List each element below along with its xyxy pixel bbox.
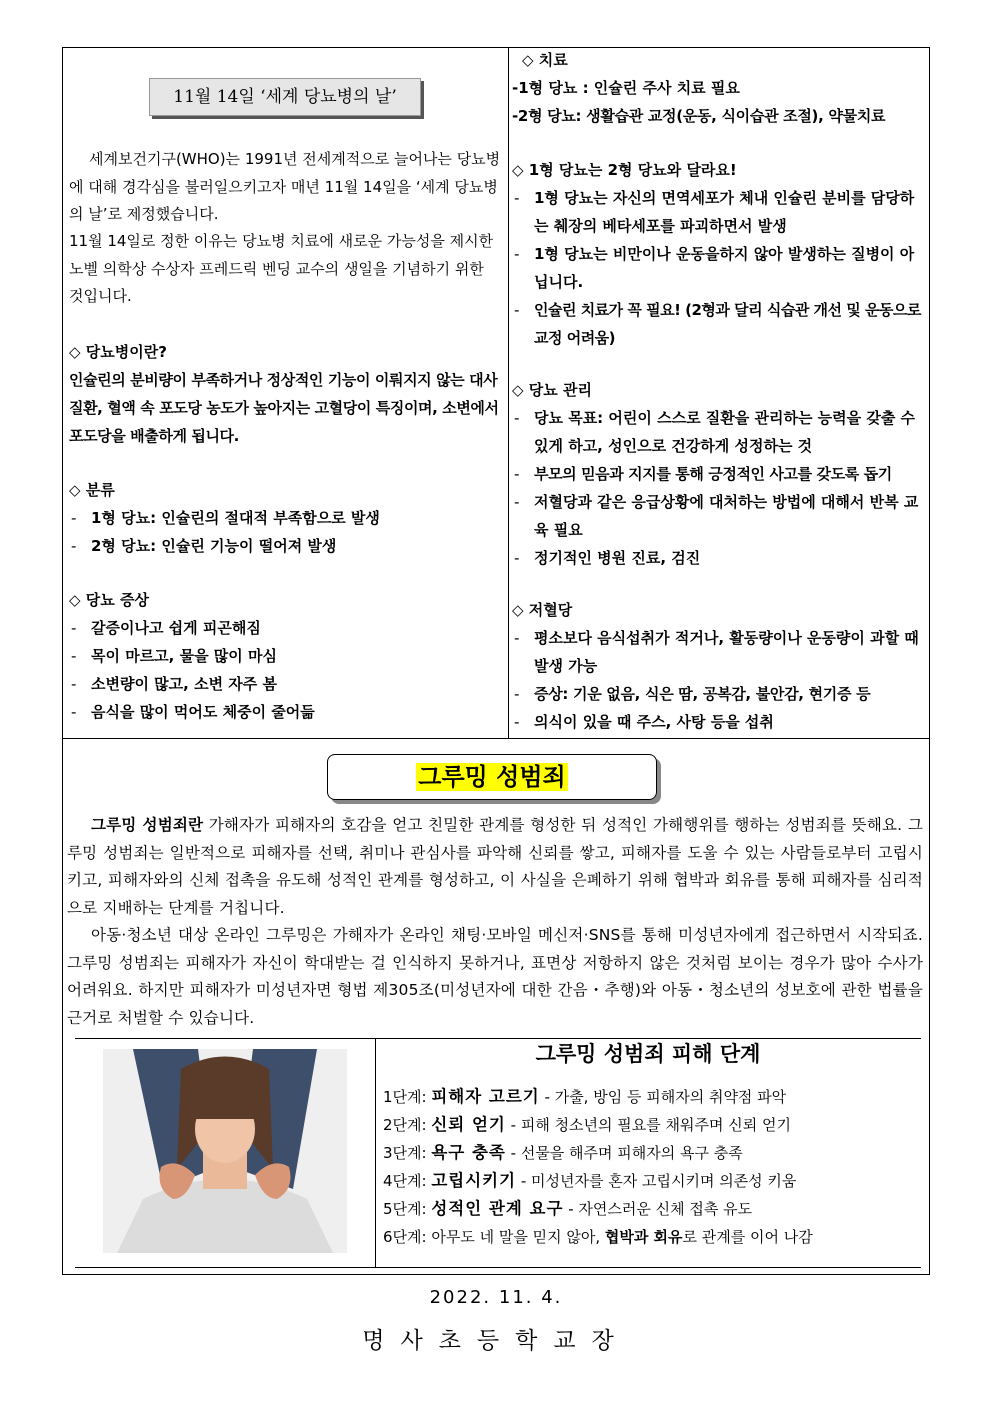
list-item: - 목이 마르고, 물을 많이 마심 (69, 642, 503, 670)
step-stage: 2단계: (383, 1116, 427, 1134)
list-item: - 소변량이 많고, 소변 자주 봄 (69, 670, 503, 698)
symptoms (69, 586, 503, 726)
illustration-graphic (103, 1049, 347, 1253)
step-stage: 6단계: (383, 1228, 427, 1246)
step-row (383, 1083, 813, 1111)
step-desc: - 가출, 방임 등 피해자의 취약점 파악 (539, 1088, 787, 1106)
steps-title: 그루밍 성범죄 피해 단계 (535, 1042, 761, 1066)
issue-date: 2022. 11. 4. (429, 1287, 563, 1308)
classification (69, 476, 503, 560)
treat-type2: -2형 당뇨: 생활습관 교정(운동, 식이습관 조절), 약물치료 (512, 107, 886, 125)
diabetes-section (63, 48, 929, 739)
hypo-heading: ◇ 저혈당 (512, 601, 573, 619)
step-stage: 3단계: (383, 1144, 427, 1162)
diabetes-management (512, 376, 927, 572)
list-item: - 음식을 많이 먹어도 체중이 줄어듦 (69, 698, 503, 726)
step-stage: 4단계: (383, 1172, 427, 1190)
what-heading: ◇ 당뇨병이란? (69, 343, 167, 361)
step-key: 성적인 관계 요구 (431, 1199, 564, 1218)
list-item: - 평소보다 음식섭취가 적거나, 활동량이나 운동량이 과할 때 발생 가능 (512, 624, 927, 680)
symptom-heading: ◇ 당뇨 증상 (69, 591, 149, 609)
victim-illustration (103, 1049, 347, 1253)
type-difference (512, 156, 927, 352)
step-desc: - 자연스러운 신체 접촉 유도 (563, 1200, 753, 1218)
principal-signature: 명사초등학교장 (362, 1328, 630, 1354)
step-row (383, 1139, 813, 1167)
step-key: 협박과 회유 (604, 1228, 683, 1246)
grooming-paragraph-2: 아동·청소년 대상 온라인 그루밍은 가해자가 온라인 채팅·모바일 메신저·SNS를 통해 미성년자에게 접근하면서 시작되죠. 그루밍 성범죄는 피해자가 자신이 학대받는 걸 인식하지 못하거나, 표면상 저항하지 않은 것처럼 보이는 경우가 많아 수사가 어려워요. 하지만 피해자가 미성년자면 형법 제305조(미성년자에 대한 간음・추행)와 아동・청소년의 성보호에 관한 법률을 근거로 처벌할 수 있습니다. (67, 926, 923, 1027)
grooming-paragraph-1 (67, 812, 923, 922)
list-item: - 갈증이나고 쉽게 피곤해짐 (69, 614, 503, 642)
step-stage: 5단계: (383, 1200, 427, 1218)
grooming-lead: 그루밍 성범죄란 (91, 816, 204, 834)
step-desc: 아무도 네 말을 믿지 않아, (426, 1228, 605, 1246)
step-key: 욕구 충족 (431, 1143, 506, 1162)
what-text: 인슐린의 분비량이 부족하거나 정상적인 기능이 이뤄지지 않는 대사질환, 혈액 속 포도당 농도가 높아지는 고혈당이 특징이며, 소변에서 포도당을 배출하게 됩니다. (69, 371, 499, 445)
steps-list (383, 1083, 813, 1251)
list-item: - 2형 당뇨: 인슐린 기능이 떨어져 발생 (69, 532, 503, 560)
column-divider (508, 48, 509, 738)
grooming-steps-box (75, 1038, 921, 1268)
step-row (383, 1111, 813, 1139)
steps-divider (375, 1039, 376, 1267)
diabetes-day-title: 11월 14일 ‘세계 당뇨병의 날’ (149, 78, 421, 116)
diff-heading: ◇ 1형 당뇨는 2형 당뇨와 달라요! (512, 161, 737, 179)
newsletter-frame (62, 47, 930, 1275)
list-item: - 부모의 믿음과 지지를 통해 긍정적인 사고를 갖도록 돕기 (512, 460, 927, 488)
grooming-p1-text: 가해자가 피해자의 호감을 얻고 친밀한 관계를 형성한 뒤 성적인 가해행위를 행하는 성범죄를 뜻해요. 그루밍 성범죄는 일반적으로 피해자를 선택, 취미나 관심사를 파악해 신뢰를 쌓고, 피해자를 도울 수 있는 사람들로부터 고립시키고, 피해자와의 신체 접촉을 유도해 성적인 관계를 형성하고, 이 사실을 은폐하기 위해 협박과 회유를 통해 피해자를 심리적으로 지배하는 단계를 거칩니다. (67, 816, 923, 917)
step-key: 신뢰 얻기 (431, 1115, 506, 1134)
grooming-title (327, 754, 657, 800)
treat-type1: -1형 당뇨 : 인슐린 주사 치료 필요 (512, 79, 740, 97)
intro-paragraph-2: 11월 14일로 정한 이유는 당뇨병 치료에 새로운 가능성을 제시한 노벨 의학상 수상자 프레드릭 벤딩 교수의 생일을 기념하기 위한 것입니다. (69, 232, 494, 305)
grooming-title-text: 그루밍 성범죄 (418, 763, 566, 791)
list-item: - 1형 당뇨는 비만이나 운동을하지 않아 발생하는 질병이 아닙니다. (512, 240, 927, 296)
list-item: - 저혈당과 같은 응급상황에 대처하는 방법에 대해서 반복 교육 필요 (512, 488, 927, 544)
step-key: 고립시키기 (431, 1171, 517, 1190)
step-row (383, 1167, 813, 1195)
list-item: - 인슐린 치료가 꼭 필요! (2형과 달리 식습관 개선 및 운동으로 교정 어려움) (512, 296, 927, 352)
step-desc: - 선물을 해주며 피해자의 욕구 충족 (505, 1144, 743, 1162)
step-desc: 로 관계를 이어 나감 (682, 1228, 813, 1246)
mgmt-heading: ◇ 당뇨 관리 (512, 381, 592, 399)
list-item: - 1형 당뇨: 인슐린의 절대적 부족함으로 발생 (69, 504, 503, 532)
treat-heading: ◇ 치료 (522, 51, 568, 69)
step-desc: - 피해 청소년의 필요를 채워주며 신뢰 얻기 (505, 1116, 791, 1134)
treatment (512, 46, 927, 130)
list-item: - 증상: 기운 없음, 식은 땀, 공복감, 불안감, 현기증 등 (512, 680, 927, 708)
list-item: - 1형 당뇨는 자신의 면역세포가 체내 인슐린 분비를 담당하는 췌장의 베타세포를 파괴하면서 발생 (512, 184, 927, 240)
list-item: - 당뇨 목표: 어린이 스스로 질환을 관리하는 능력을 갖출 수 있게 하고, 성인으로 건강하게 성정하는 것 (512, 404, 927, 460)
hypoglycemia (512, 596, 927, 736)
intro-paragraph-1: 세계보건기구(WHO)는 1991년 전세계적으로 늘어나는 당뇨병에 대해 경각심을 불러일으키고자 매년 11월 14일을 ‘세계 당뇨병의 날’로 제정했습니다. (69, 150, 501, 223)
list-item: - 의식이 있을 때 주스, 사탕 등을 섭취 (512, 708, 927, 736)
step-row (383, 1223, 813, 1251)
list-item: - 정기적인 병원 진료, 검진 (512, 544, 927, 572)
step-desc: - 미성년자를 혼자 고립시키며 의존성 키움 (516, 1172, 797, 1190)
step-row (383, 1195, 813, 1223)
class-heading: ◇ 분류 (69, 481, 115, 499)
what-is-diabetes (69, 338, 503, 450)
step-stage: 1단계: (383, 1088, 427, 1106)
step-key: 피해자 고르기 (431, 1087, 540, 1106)
